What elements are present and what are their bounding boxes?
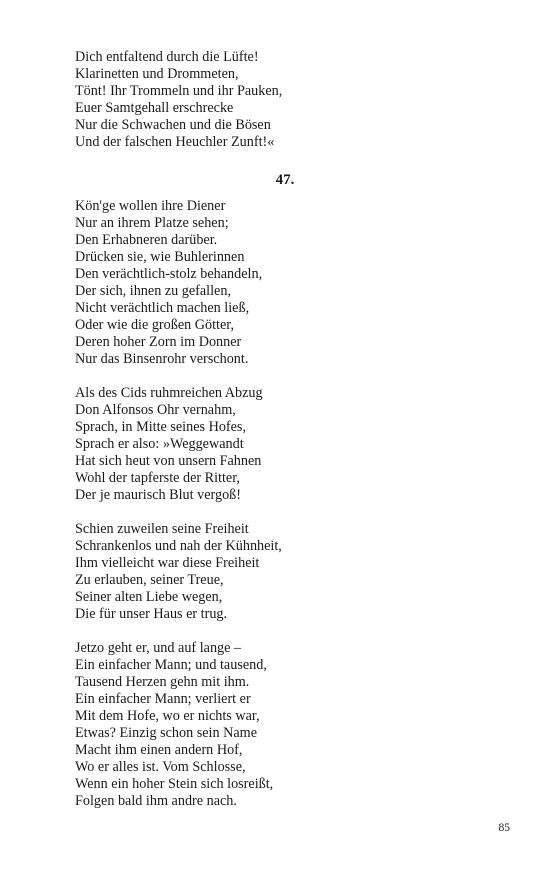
verse-line: Tausend Herzen gehn mit ihm.: [75, 674, 250, 690]
verse-line: Und der falschen Heuchler Zunft!«: [75, 134, 275, 150]
stanza-4: [75, 640, 495, 810]
verse-line: Drücken sie, wie Buhlerinnen: [75, 249, 245, 265]
verse-line: Ihm vielleicht war diese Freiheit: [75, 555, 260, 571]
poem-number: 47.: [275, 172, 295, 188]
verse-line: Der sich, ihnen zu gefallen,: [75, 283, 232, 299]
stanza-gap: [75, 368, 495, 385]
page-number: 85: [498, 822, 510, 834]
verse-line: Wenn ein hoher Stein sich losreißt,: [75, 776, 274, 792]
verse-line: Die für unser Haus er trug.: [75, 606, 228, 622]
verse-line: Kön'ge wollen ihre Diener: [75, 198, 226, 214]
verse-line: Nur das Binsenrohr verschont.: [75, 351, 249, 367]
verse-line: Dich entfaltend durch die Lüfte!: [75, 49, 259, 65]
verse-line: Zu erlauben, seiner Treue,: [75, 572, 224, 588]
stanza-1: [75, 198, 495, 368]
verse-line: Oder wie die großen Götter,: [75, 317, 234, 333]
verse-line: Macht ihm einen andern Hof,: [75, 742, 243, 758]
verse-line: Nur die Schwachen und die Bösen: [75, 117, 271, 133]
verse-line: Schrankenlos und nah der Kühnheit,: [75, 538, 282, 554]
verse-line: Hat sich heut von unsern Fahnen: [75, 453, 262, 469]
verse-line: Der je maurisch Blut vergoß!: [75, 487, 242, 503]
verse-line: Nicht verächtlich machen ließ,: [75, 300, 250, 316]
verse-line: Wohl der tapferste der Ritter,: [75, 470, 240, 486]
verse-line: Folgen bald ihm andre nach.: [75, 793, 237, 809]
verse-line: Wo er alles ist. Vom Schlosse,: [75, 759, 246, 775]
verse-line: Ein einfacher Mann; und tausend,: [75, 657, 267, 673]
stanza-gap: [75, 504, 495, 521]
verse-line: Sprach er also: »Weggewandt: [75, 436, 244, 452]
verse-line: Klarinetten und Drommeten,: [75, 66, 239, 82]
verse-line: Euer Samtgehall erschrecke: [75, 100, 234, 116]
verse-line: Don Alfonsos Ohr vernahm,: [75, 402, 236, 418]
verse-line: Den Erhabneren darüber.: [75, 232, 218, 248]
verse-line: Als des Cids ruhmreichen Abzug: [75, 385, 263, 401]
verse-line: Mit dem Hofe, wo er nichts war,: [75, 708, 260, 724]
verse-line: Tönt! Ihr Trommeln und ihr Pauken,: [75, 83, 283, 99]
verse-line: Schien zuweilen seine Freiheit: [75, 521, 249, 537]
verse-line: Ein einfacher Mann; verliert er: [75, 691, 251, 707]
verse-line: Etwas? Einzig schon sein Name: [75, 725, 258, 741]
poem-text-block: [75, 49, 495, 810]
verse-line: Jetzo geht er, und auf lange –: [75, 640, 242, 656]
verse-line: Seiner alten Liebe wegen,: [75, 589, 223, 605]
verse-line: Sprach, in Mitte seines Hofes,: [75, 419, 247, 435]
verse-line: Den verächtlich-stolz behandeln,: [75, 266, 263, 282]
continuation-stanza: [75, 49, 495, 151]
stanza-3: [75, 521, 495, 623]
verse-line: Nur an ihrem Platze sehen;: [75, 215, 229, 231]
stanza-gap: [75, 623, 495, 640]
verse-line: Deren hoher Zorn im Donner: [75, 334, 242, 350]
stanza-2: [75, 385, 495, 504]
